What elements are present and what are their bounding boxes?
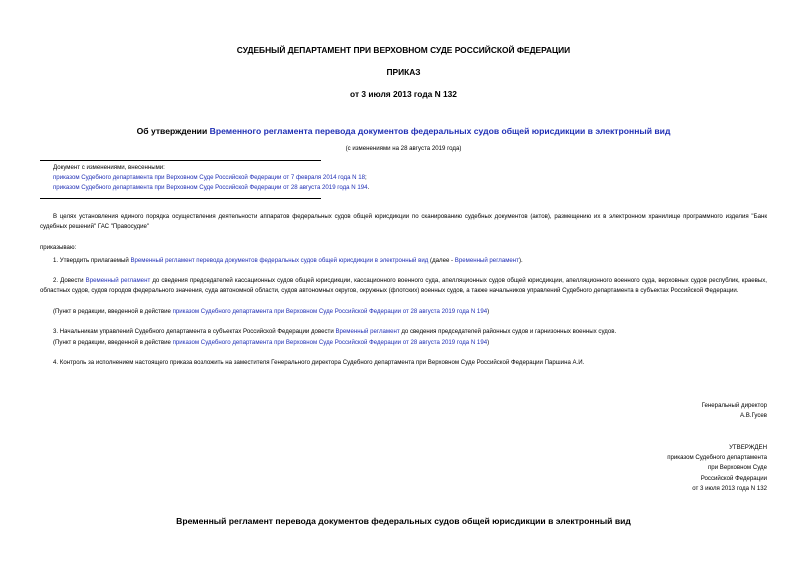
approval-line-4: Российской Федерации xyxy=(700,474,767,482)
p3-suffix: до сведения председателей районных судов и гарнизонных военных судов. xyxy=(399,328,617,335)
changes-block xyxy=(53,163,753,194)
department-heading: СУДЕБНЫЙ ДЕПАРТАМЕНТ ПРИ ВЕРХОВНОМ СУДЕ РОССИЙСКОЙ ФЕДЕРАЦИИ xyxy=(236,45,571,55)
p2-note-link[interactable]: приказом Судебного департамента при Верховном Суде Российской Федерации от 28 августа 2019 года N 194 xyxy=(172,308,488,315)
p1-suffix: ). xyxy=(518,257,523,264)
p3-note-link[interactable]: приказом Судебного департамента при Верховном Суде Российской Федерации от 28 августа 2019 года N 194 xyxy=(172,339,488,346)
change-item-1 xyxy=(53,173,753,183)
p2-text: до сведения председателей кассационных судов общей юрисдикции, кассационного военного суда, апелляционных судов общей юрисдикции, апелляционного военного суда, верховных судов республик, краевых, областных судов, судов городов федерального значения, суда автономной области, судов автономных округов, окружных (флотских) военных судов, а также начальников управлений Судебного департамента в субъектах Российской Федерации. xyxy=(40,277,767,295)
paragraph-3-note xyxy=(40,338,767,348)
p3-note-suffix: ) xyxy=(487,339,490,346)
p2-note-prefix: (Пункт в редакции, введенной в действие xyxy=(53,308,173,315)
p1-short-link[interactable]: Временный регламент xyxy=(454,257,519,264)
preamble-paragraph: В целях установления единого порядка осуществления деятельности аппаратов федеральных судов общей юрисдикции по сканированию судебных документов (актов), размещению их в электронном хранилище программного изделия "Банк судебных решений" ГАС "Правосудие" xyxy=(40,213,767,231)
paragraph-4: 4. Контроль за исполнением настоящего приказа возложить на заместителя Генерального директора Судебного департамента при Верховном Суде Российской Федерации Паршина А.И. xyxy=(53,359,585,366)
paragraph-1 xyxy=(40,256,767,266)
signature-name: А.В.Гусев xyxy=(739,412,767,420)
changes-divider-bottom xyxy=(40,198,321,199)
approval-line-3: при Верховном Суде xyxy=(708,464,767,472)
approval-block xyxy=(667,443,767,494)
paragraph-3 xyxy=(40,327,767,337)
p3-note-prefix: (Пункт в редакции, введенной в действие xyxy=(53,339,173,346)
regulation-title-link[interactable]: Временного регламента перевода документов федеральных судов общей юрисдикции в электронный вид xyxy=(209,126,671,136)
p3-regulation-link[interactable]: Временный регламент xyxy=(335,328,400,335)
revision-note: (с изменениями на 28 августа 2019 года) xyxy=(345,145,462,152)
order-word: приказываю: xyxy=(40,244,77,251)
doc-type-heading: ПРИКАЗ xyxy=(386,67,421,77)
change-link-2014[interactable]: приказом Судебного департамента при Верховном Суде Российской Федерации от 7 февраля 2014 года N 18 xyxy=(53,174,366,182)
signature-block xyxy=(702,401,767,421)
signature-position: Генеральный директор xyxy=(701,402,767,409)
approval-line-5: от 3 июля 2013 года N 132 xyxy=(692,484,767,492)
approval-line-2: приказом Судебного департамента xyxy=(667,454,767,462)
p2-note-suffix: ) xyxy=(487,308,490,315)
change-link-2019[interactable]: приказом Судебного департамента при Верховном Суде Российской Федерации от 28 августа 2019 года N 194 xyxy=(53,184,368,192)
p3-prefix: 3. Начальникам управлений Судебного департамента в субъектах Российской Федерации довести xyxy=(53,328,336,335)
order-title xyxy=(0,126,807,136)
changes-intro: Документ с изменениями, внесенными: xyxy=(53,164,165,171)
change-item-2 xyxy=(53,183,753,193)
order-title-prefix: Об утверждении xyxy=(136,126,210,136)
paragraph-2-note xyxy=(40,307,767,317)
changes-divider-top xyxy=(40,160,321,161)
order-date-number: от 3 июля 2013 года N 132 xyxy=(350,89,457,99)
approval-line-1: УТВЕРЖДЕН xyxy=(729,444,767,451)
paragraph-2 xyxy=(40,276,767,296)
p2-regulation-link[interactable]: Временный регламент xyxy=(85,277,151,284)
change-item-2-suffix: . xyxy=(367,184,370,192)
change-item-1-suffix: ; xyxy=(365,174,367,182)
p1-regulation-link[interactable]: Временный регламент перевода документов федеральных судов общей юрисдикции в электронный вид xyxy=(130,257,429,264)
p1-prefix: 1. Утвердить прилагаемый xyxy=(53,257,131,264)
appendix-title: Временный регламент перевода документов федеральных судов общей юрисдикции в электронный вид xyxy=(176,516,631,526)
p1-mid: (далее - xyxy=(428,257,455,264)
p2-prefix: 2. Довести xyxy=(53,277,86,284)
